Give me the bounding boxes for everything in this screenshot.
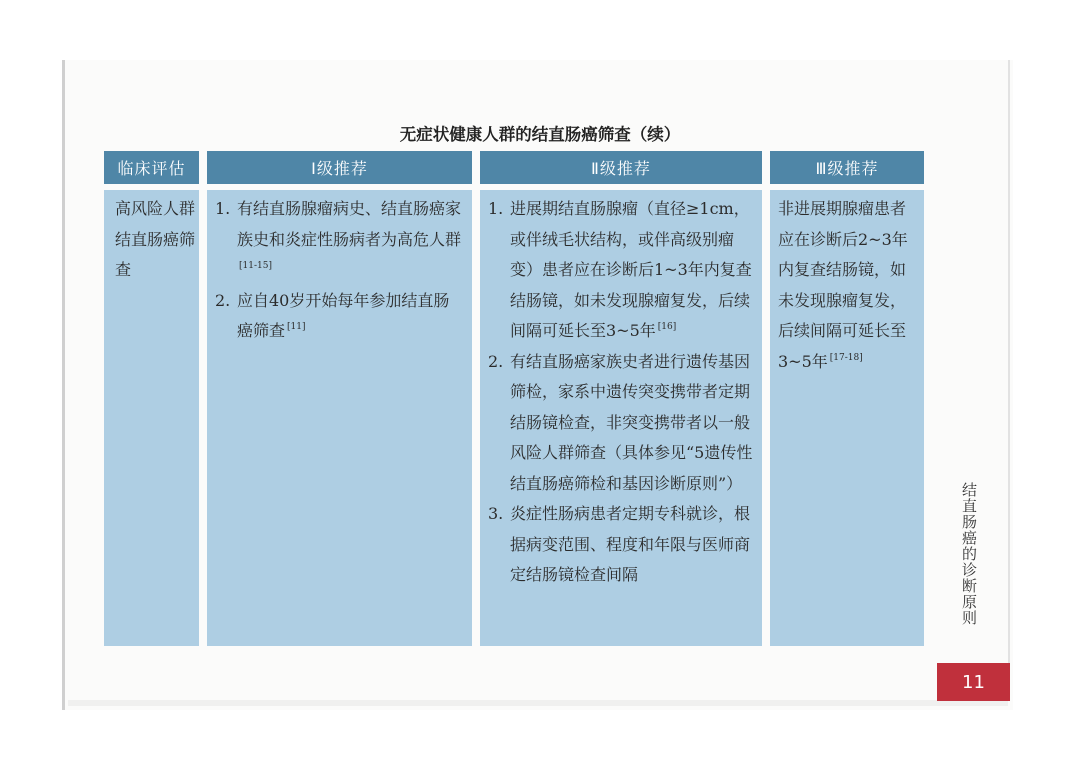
header-level2: Ⅱ级推荐: [480, 151, 762, 184]
list-item: [488, 499, 754, 591]
header-level1: Ⅰ级推荐: [207, 151, 472, 184]
cell-level2: [480, 190, 762, 646]
cell-level3: [770, 190, 924, 646]
header-clinical-assessment: 临床评估: [104, 151, 199, 184]
list-item: [215, 194, 464, 286]
item-text-body: 进展期结直肠腺瘤（直径≥1cm，或伴绒毛状结构，或伴高级别瘤变）患者应在诊断后1~3年内复查结肠镜，如未发现腺瘤复发，后续间隔可延长至3~5年: [510, 199, 752, 340]
list-item: [488, 194, 754, 347]
cell-level1: [207, 190, 472, 646]
page-edge: [1008, 60, 1010, 665]
table-title: 无症状健康人群的结直肠癌筛查（续）: [399, 125, 681, 144]
page-number: 11: [937, 663, 1010, 701]
item-text-body: 有结直肠癌家族史者进行遗传基因筛检，家系中遗传突变携带者定期结肠镜检查，非突变携带者以一般风险人群筛查（具体参见“5遗传性结直肠癌筛检和基因诊断原则”）: [510, 351, 753, 493]
page-shadow: [68, 700, 1008, 706]
clinical-assessment-text: 高风险人群结直肠癌筛查: [115, 199, 196, 279]
item-number: 3.: [488, 504, 504, 523]
item-text-body: 有结直肠腺瘤病史、结直肠癌家族史和炎症性肠病者为高危人群: [237, 199, 462, 249]
item-text: [237, 194, 464, 286]
item-text: [237, 286, 464, 347]
cell-clinical-assessment: [104, 190, 199, 646]
item-text: [510, 194, 754, 347]
item-text: [510, 347, 754, 500]
item-number: 2.: [215, 290, 231, 310]
level3-text: 非进展期腺瘤患者应在诊断后2~3年内复查结肠镜，如未发现腺瘤复发，后续间隔可延长至3~5年: [778, 199, 908, 371]
header-level3: Ⅲ级推荐: [770, 151, 924, 184]
citation: [16]: [657, 322, 677, 332]
citation: [11-15]: [239, 261, 272, 271]
list-item: [488, 347, 754, 500]
side-section-label: 结直肠癌的诊断原则: [960, 482, 978, 626]
item-text-body: 应自40岁开始每年参加结直肠癌筛查: [237, 290, 450, 340]
item-number: 2.: [488, 351, 504, 371]
item-text: [510, 499, 754, 591]
item-number: 1.: [488, 199, 504, 218]
citation: [17-18]: [829, 352, 863, 363]
list-item: [215, 286, 464, 347]
item-text-body: 炎症性肠病患者定期专科就诊，根据病变范围、程度和年限与医师商定结肠镜检查间隔: [510, 504, 751, 584]
item-number: 1.: [215, 199, 231, 218]
citation: [11]: [287, 322, 306, 332]
